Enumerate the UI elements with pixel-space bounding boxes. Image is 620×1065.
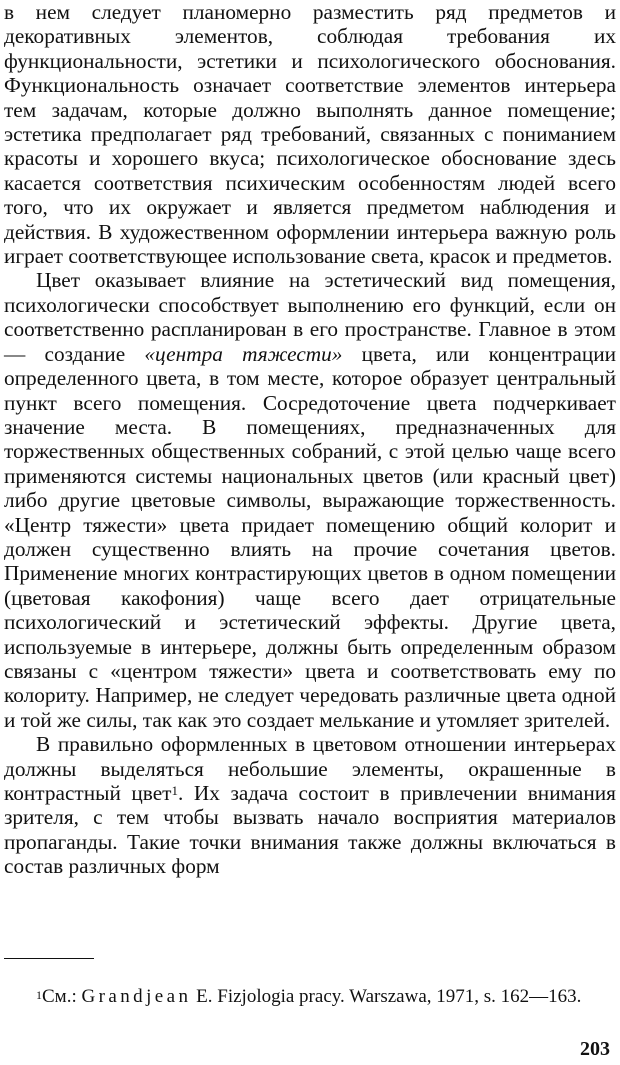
footnote-reference-mark[interactable]: 1	[171, 783, 178, 798]
paragraph-2-text-end: цвета, или концентрации определенного цвета, в том месте, которое образует центральный пункт всего помещения. Сосредоточение цвета подчеркивает значение места. В помещениях, предназначенных для торжественных общественных собраний, с этой целью чаще всего применяются системы национальных цветов (или красный цвет) либо другие цветовые символы, выражающие торжественность. «Центр тяжести» цвета придает помещению общий колорит и должен существенно влиять на прочие сочетания цветов. Применение многих контрастирующих цветов в одном помещении (цветовая какофония) чаще всего дает отрицательные психологический и эстетический эффекты. Другие цвета, используемые в интерьере, должны быть определенным образом связаны с «центром тяжести» цвета и соответствовать ему по колориту. Например, не следует чередовать различные цвета одной и той же силы, так как это создает мелькание и утомляет зрителей.	[4, 341, 617, 732]
paragraph-2	[4, 268, 616, 732]
footnote-number: 1	[36, 988, 42, 1002]
paragraph-2-text-start: Цвет оказывает влияние на эстетический вид помещения, психологически способствует выполнению его функций, если он соответственно распланирован в его пространстве. Главное в этом — создание	[4, 268, 616, 366]
page-number: 203	[580, 1038, 610, 1060]
footnote-author: Grandjean	[81, 986, 192, 1007]
book-page	[4, 0, 616, 1065]
paragraph-3-text-start: В правильно оформленных в цветовом отношении интерьерах должны выделяться небольшие элементы, окрашенные в контрастный цвет	[4, 732, 616, 805]
paragraph-1-text: в нем следует планомерно разместить ряд предметов и декоративных элементов, соблюдая требования их функциональности, эстетики и психологического обоснования. Функциональность означает соответствие элементов интерьера тем задачам, которые должно выполнять данное помещение; эстетика предполагает ряд требований, связанных с пониманием красоты и хорошего вкуса; психологическое обоснование здесь касается соответствия психическим особенностям людей всего того, что их окружает и является предметом наблюдения и действия. В художественном оформлении интерьера важную роль играет соответствующее использование света, красок и предметов.	[4, 0, 616, 269]
main-text	[4, 0, 616, 879]
paragraph-3-text-end: . Их задача состоит в привлечении внимания зрителя, с тем чтобы вызвать начало восприятия материалов пропаганды. Такие точки внимания также должны включаться в состав различных форм	[4, 781, 616, 879]
footnote-citation: E. Fizjologia pracy. Warszawa, 1971, s. 162—163.	[191, 986, 582, 1007]
footnote	[4, 985, 616, 1008]
paragraph-1	[4, 0, 616, 268]
paragraph-3	[4, 732, 616, 878]
footnote-divider	[4, 958, 94, 959]
center-of-gravity-term: «центра тяжести»	[144, 341, 343, 366]
footnote-prefix: См.:	[42, 986, 82, 1007]
